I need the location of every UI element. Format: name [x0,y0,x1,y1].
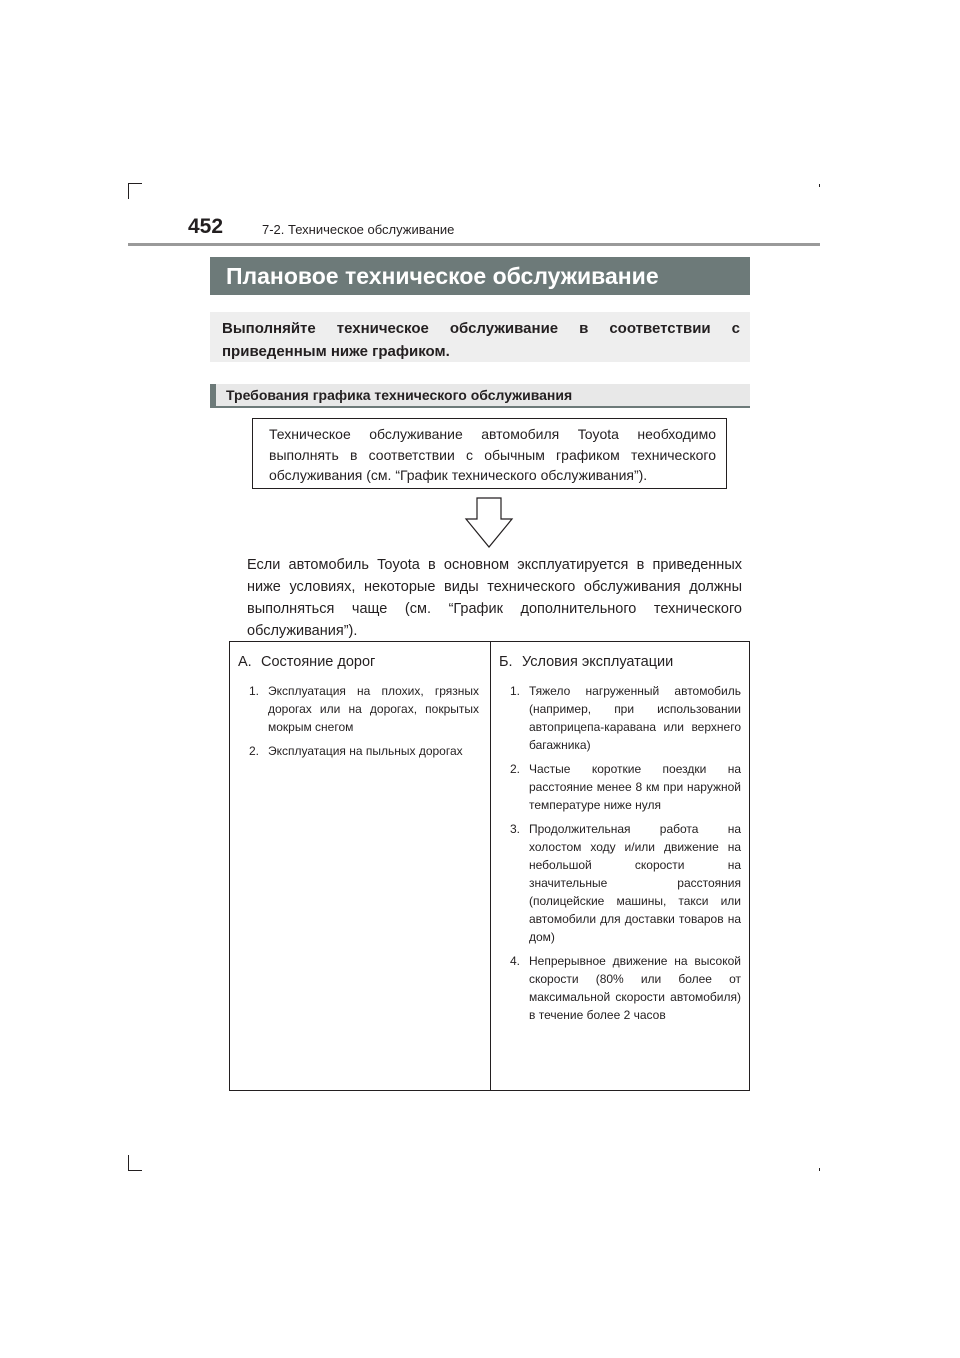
column-letter: A. [238,654,252,670]
item-text: Тяжело нагруженный автомобиль (например, при использовании автоприцепа-каравана или верхнего багажника) [529,684,741,752]
header-rule [128,243,820,246]
crop-mark-top-right [819,184,820,187]
item-text: Эксплуатация на пыльных дорогах [268,744,463,758]
column-letter: Б. [499,654,513,670]
item-number: 1. [249,684,260,698]
list-item [499,952,741,1024]
section-reference: 7-2. Техническое обслуживание [262,222,455,237]
item-number: 4. [510,954,521,968]
page-number: 452 [188,215,224,238]
column-heading [238,652,479,672]
main-statement-box: Техническое обслуживание автомобиля Toyota необходимо выполнять в соответствии с обычным графиком технического обслуживания (см. “График технического обслуживания”). [252,418,727,489]
crop-mark-bottom-left-h [128,1170,142,1171]
list-item [238,682,479,736]
column-heading [499,652,741,672]
list-item [499,820,741,946]
operating-conditions-column [491,642,749,1090]
road-conditions-column [230,642,491,1090]
crop-mark-bottom-left-v [128,1155,129,1171]
item-text: Частые короткие поездки на расстояние менее 8 км при наружной температуре ниже нуля [529,762,741,812]
conditions-paragraph: Если автомобиль Toyota в основном эксплуатируется в приведенных ниже условиях, некоторые виды технического обслуживания должны выполняться чаще (см. “График дополнительного технического обслуживания”). [247,557,742,639]
crop-mark-bottom-right [819,1168,820,1171]
requirements-heading: Требования графика технического обслуживания [210,384,750,408]
list-item [499,682,741,754]
crop-mark-top-left-h [128,183,142,184]
item-number: 3. [510,822,521,836]
page-title: Плановое техническое обслуживание [210,257,750,295]
item-text: Эксплуатация на плохих, грязных дорогах или на дорогах, покрытых мокрым снегом [268,684,479,734]
column-title: Условия эксплуатации [522,654,674,670]
item-text: Непрерывное движение на высокой скорости (80% или более от максимальной скорости автомобиля) в течение более 2 часов [529,954,741,1022]
column-title: Состояние дорог [261,654,376,670]
intro-box: Выполняйте техническое обслуживание в соответствии с приведенным ниже графиком. [210,312,750,362]
item-number: 1. [510,684,521,698]
list-item [499,760,741,814]
item-text: Продолжительная работа на холостом ходу и/или движение на небольшой скорости на значительные расстояния (полицейские машины, такси или автомобили для доставки товаров на дом) [529,822,741,944]
crop-mark-top-left-v [128,183,129,199]
item-number: 2. [249,744,260,758]
item-number: 2. [510,762,521,776]
list-item [238,742,479,760]
down-arrow-icon [464,497,514,549]
conditions-table [229,641,750,1091]
